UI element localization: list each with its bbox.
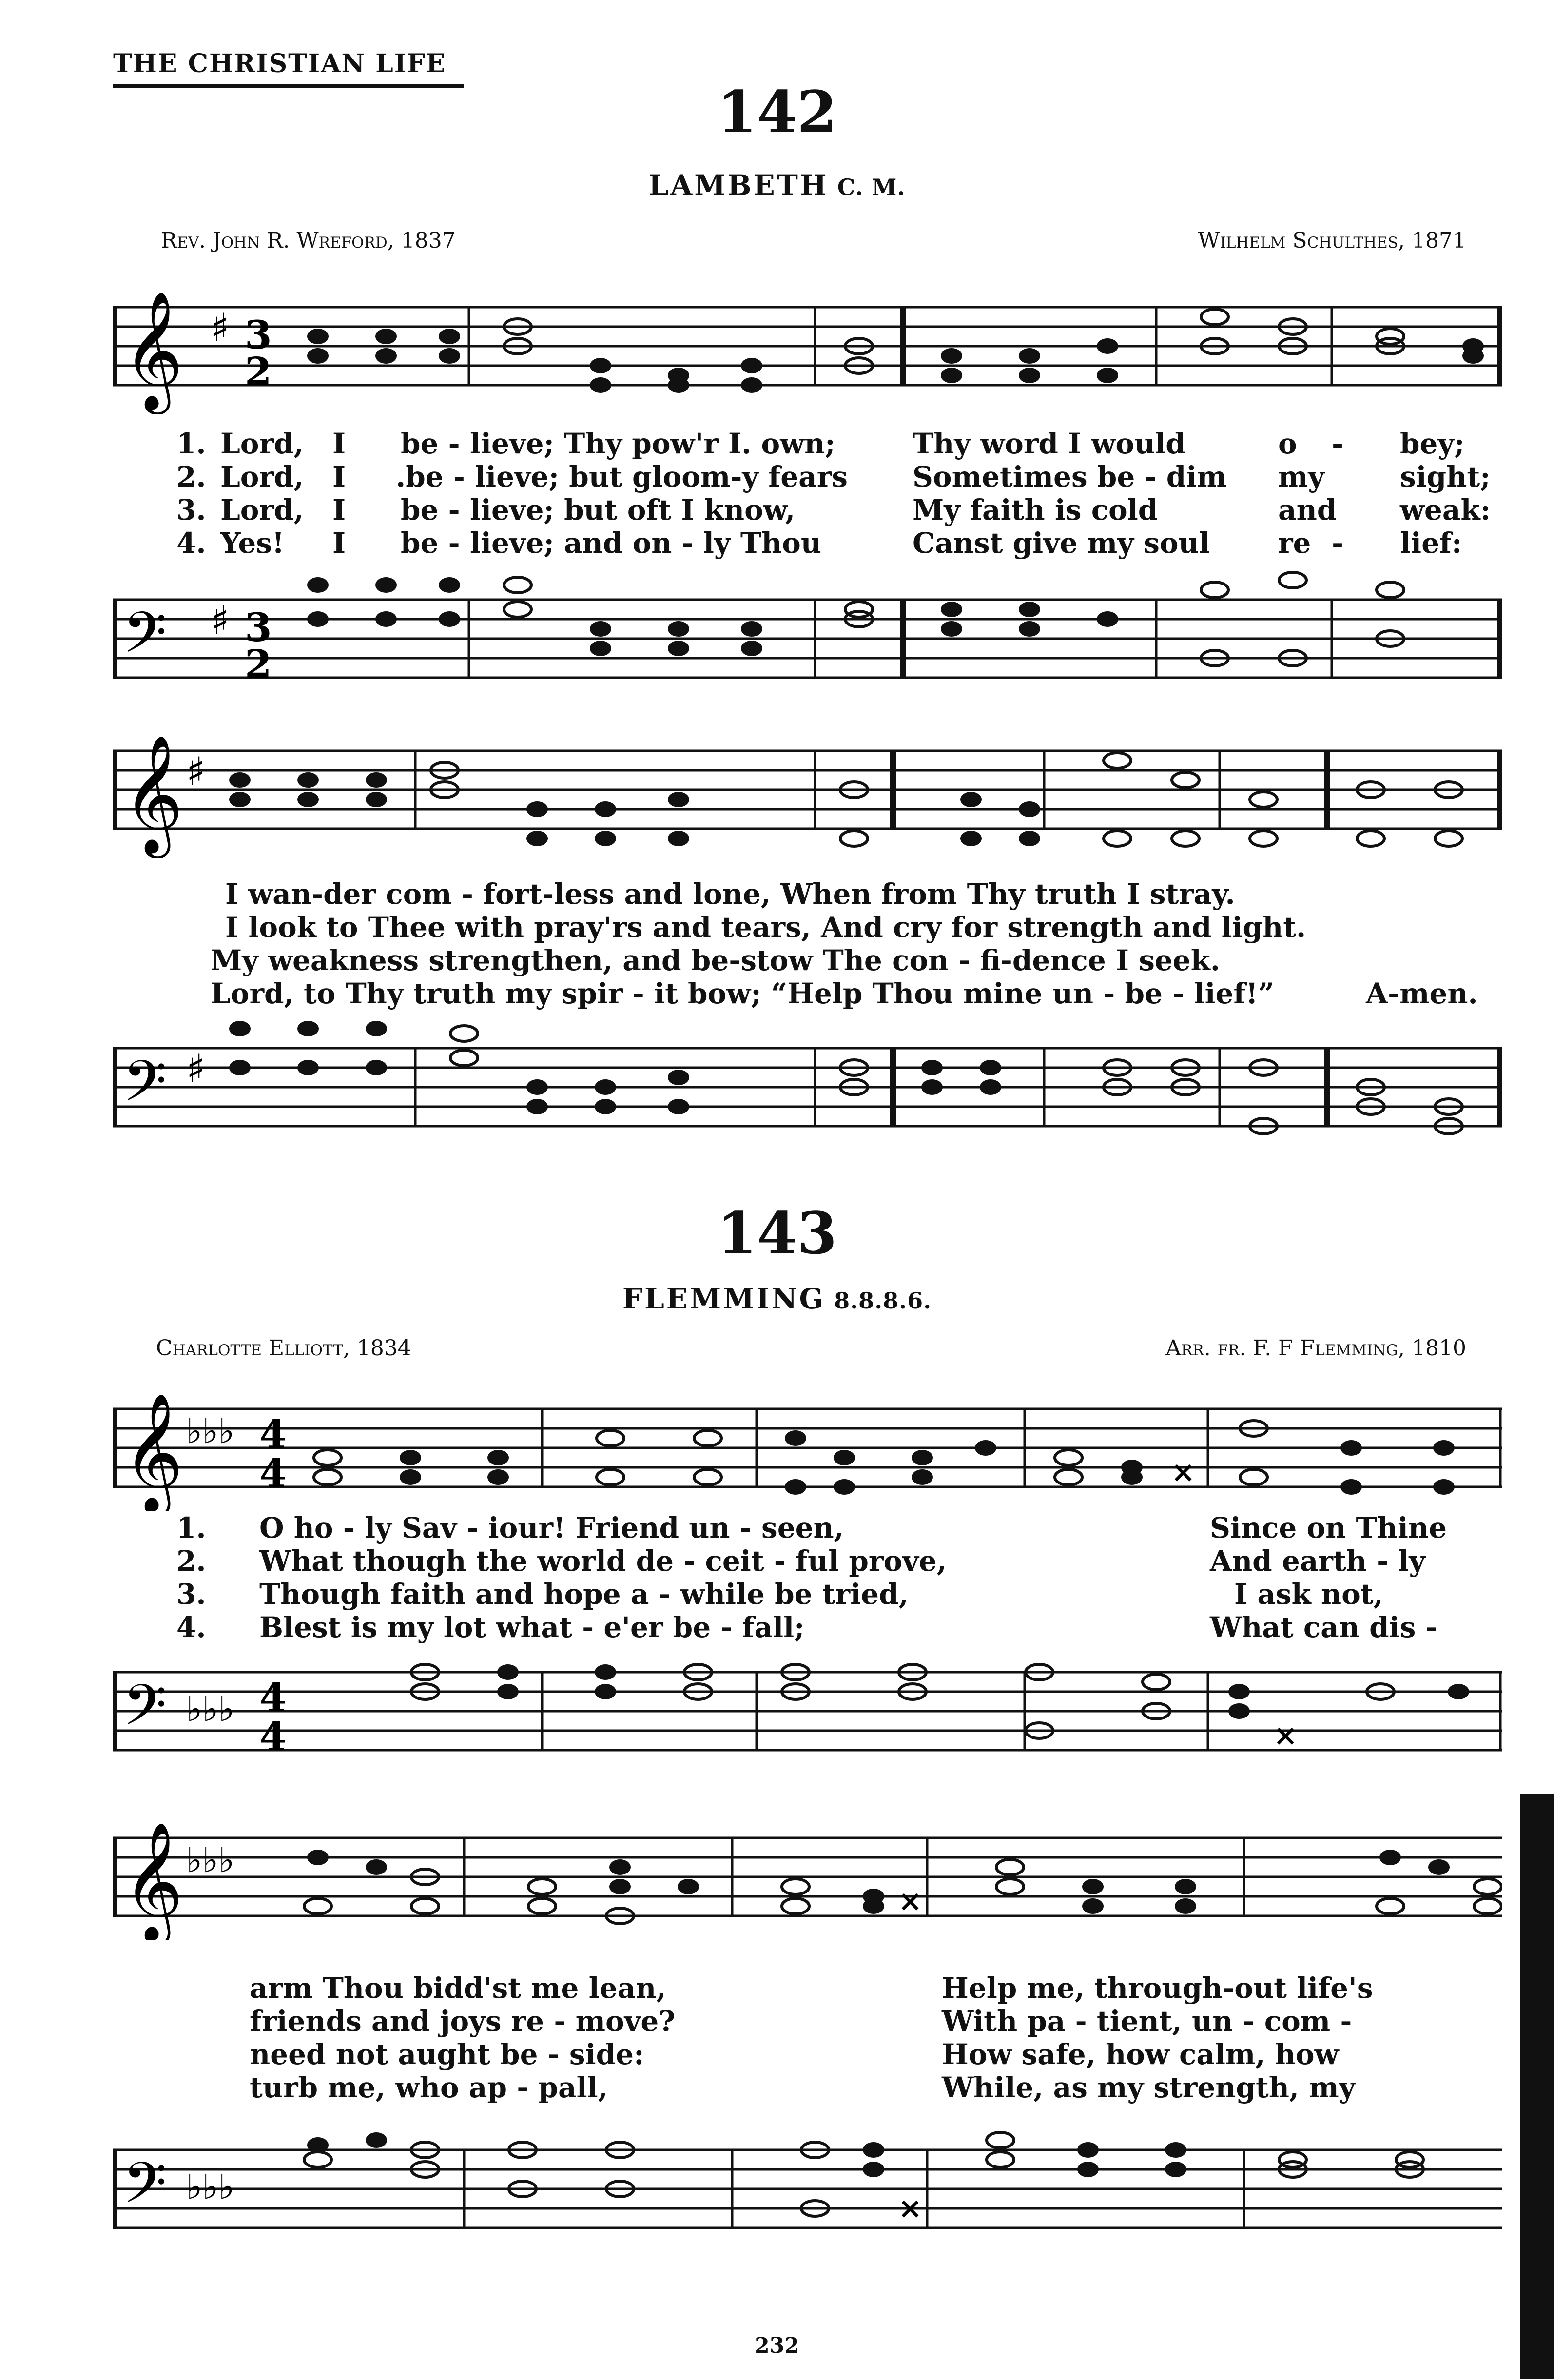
- tune-name: [0, 169, 1554, 202]
- bass-staff: [113, 1014, 1502, 1141]
- svg-text:𝄞: 𝄞: [123, 1392, 184, 1511]
- lyric-syllable: be - lieve; but oft I know,: [401, 493, 796, 527]
- svg-text:𝄢: 𝄢: [123, 1049, 167, 1128]
- svg-text:×: ×: [898, 2191, 923, 2225]
- lyric-line: I wan-der com - fort-less and lone, When from Thy truth I stray.: [225, 878, 1235, 911]
- author-credit: Rev. John R. Wreford, 1837: [161, 228, 456, 253]
- lyric-row: [113, 2038, 1502, 2071]
- composer-credit: Wilhelm Schulthes, 1871: [1198, 228, 1466, 253]
- lyric-syllable: need not aught be - side:: [250, 2038, 644, 2071]
- svg-text:𝄞: 𝄞: [123, 1821, 184, 1940]
- svg-text:3: 3: [245, 312, 272, 358]
- svg-text:♭♭♭: ♭♭♭: [186, 2166, 235, 2207]
- lyric-syllable: I: [332, 427, 346, 460]
- lyric-row: [113, 911, 1502, 944]
- tune-meter: C. M.: [837, 174, 906, 200]
- lyric-syllable: bey;: [1400, 427, 1465, 460]
- lyric-syllable: sight;: [1400, 460, 1491, 493]
- svg-text:♯: ♯: [211, 597, 230, 643]
- bass-staff: [113, 2111, 1502, 2238]
- lyric-row: [113, 2005, 1502, 2038]
- verse-number: 4.: [176, 527, 206, 560]
- verse-number: 1.: [176, 1511, 206, 1544]
- lyric-row: [113, 1511, 1502, 1544]
- svg-text:4: 4: [259, 1450, 287, 1496]
- lyric-row: [113, 878, 1502, 911]
- lyric-syllable: While, as my strength, my: [942, 2071, 1356, 2104]
- lyric-syllable: weak:: [1400, 493, 1491, 527]
- lyric-row: [113, 427, 1502, 460]
- svg-text:♯: ♯: [211, 305, 230, 351]
- lyric-row: [113, 1544, 1502, 1578]
- lyric-syllable: Thy word I would: [913, 427, 1185, 460]
- lyric-syllable: I: [332, 493, 346, 527]
- svg-text:×: ×: [898, 1884, 923, 1918]
- svg-text:×: ×: [1171, 1455, 1196, 1489]
- lyric-syllable: arm Thou bidd'st me lean,: [250, 1971, 666, 2005]
- lyric-line: I look to Thee with pray'rs and tears, And cry for strength and light.: [225, 911, 1306, 944]
- svg-text:♭♭♭: ♭♭♭: [186, 1411, 235, 1451]
- composer-credit: Arr. fr. F. F Flemming, 1810: [1166, 1336, 1466, 1361]
- tune-name: [0, 1282, 1554, 1315]
- lyric-row: [113, 460, 1502, 493]
- lyric-row: [113, 944, 1502, 977]
- author-credit: Charlotte Elliott, 1834: [156, 1336, 411, 1361]
- verse-number: 1.: [176, 427, 206, 460]
- svg-text:𝄞: 𝄞: [123, 290, 184, 410]
- verse-number: 3.: [176, 1578, 206, 1611]
- lyric-syllable: Help me, through-out life's: [942, 1971, 1373, 2005]
- svg-text:𝄞: 𝄞: [123, 734, 184, 853]
- tune-meter: 8.8.8.6.: [834, 1288, 932, 1314]
- lyric-row: [113, 493, 1502, 527]
- lyric-syllable: What though the world de - ceit - ful prove,: [259, 1544, 947, 1578]
- lyric-syllable: I: [332, 460, 346, 493]
- lyric-row: [113, 1971, 1502, 2005]
- verse-number: 3.: [176, 493, 206, 527]
- bass-staff: [113, 1648, 1502, 1765]
- tune-title: LAMBETH: [648, 169, 829, 202]
- lyric-syllable: Since on Thine: [1210, 1511, 1447, 1544]
- treble-staff: [113, 1814, 1502, 1940]
- lyric-row: [113, 1578, 1502, 1611]
- treble-staff: [113, 288, 1502, 414]
- svg-text:𝄢: 𝄢: [123, 2150, 167, 2230]
- lyric-row: [113, 527, 1502, 560]
- lyric-syllable: o: [1278, 427, 1297, 460]
- lyric-syllable: .be - lieve; but gloom-y fears: [396, 460, 848, 493]
- lyric-syllable: Yes!: [220, 527, 285, 560]
- svg-text:𝄢: 𝄢: [123, 1673, 167, 1752]
- page-edge-shadow: [1520, 1794, 1554, 2379]
- svg-text:♯: ♯: [186, 1046, 205, 1092]
- lyric-syllable: O ho - ly Sav - iour! Friend un - seen,: [259, 1511, 844, 1544]
- lyric-syllable: Lord,: [220, 460, 304, 493]
- lyric-syllable: -: [1332, 527, 1344, 560]
- svg-text:𝄢: 𝄢: [123, 600, 167, 680]
- treble-staff: [113, 731, 1502, 858]
- lyric-syllable: turb me, who ap - pall,: [250, 2071, 608, 2104]
- treble-staff: [113, 1385, 1502, 1511]
- lyric-syllable: And earth - ly: [1210, 1544, 1426, 1578]
- lyric-syllable: What can dis -: [1210, 1611, 1437, 1644]
- lyric-row: [113, 1611, 1502, 1644]
- lyric-line: My weakness strengthen, and be-stow The con - fi-dence I seek.: [211, 944, 1221, 977]
- svg-text:×: ×: [1273, 1718, 1298, 1753]
- lyric-syllable: How safe, how calm, how: [942, 2038, 1339, 2071]
- svg-text:3: 3: [245, 605, 272, 650]
- lyric-syllable: With pa - tient, un - com -: [942, 2005, 1352, 2038]
- bass-staff: [113, 566, 1502, 692]
- lyric-syllable: Blest is my lot what - e'er be - fall;: [259, 1611, 805, 1644]
- lyric-syllable: -: [1332, 427, 1344, 460]
- lyric-syllable: re: [1278, 527, 1311, 560]
- lyric-syllable: lief:: [1400, 527, 1462, 560]
- tune-title: FLEMMING: [622, 1282, 826, 1315]
- lyric-syllable: I: [332, 527, 346, 560]
- verse-number: 4.: [176, 1611, 206, 1644]
- lyric-line: Lord, to Thy truth my spir - it bow; “Help Thou mine un - be - lief!”: [211, 977, 1275, 1010]
- hymn-number: 142: [717, 78, 837, 146]
- lyric-syllable: be - lieve; Thy pow'r I. own;: [401, 427, 835, 460]
- svg-text:2: 2: [245, 349, 272, 394]
- lyric-syllable: my: [1278, 460, 1325, 493]
- svg-text:♯: ♯: [186, 748, 205, 794]
- lyric-row: [113, 2071, 1502, 2104]
- lyric-syllable: My faith is cold: [913, 493, 1158, 527]
- lyric-syllable: Canst give my soul: [913, 527, 1210, 560]
- svg-text:4: 4: [259, 1675, 287, 1720]
- lyric-syllable: and: [1278, 493, 1337, 527]
- section-label: THE CHRISTIAN LIFE: [113, 49, 447, 78]
- lyric-syllable: I ask not,: [1234, 1578, 1383, 1611]
- lyric-syllable: Though faith and hope a - while be tried,: [259, 1578, 909, 1611]
- verse-number: 2.: [176, 460, 206, 493]
- svg-text:♭♭♭: ♭♭♭: [186, 1840, 235, 1880]
- svg-text:2: 2: [245, 641, 272, 687]
- lyric-syllable: Lord,: [220, 493, 304, 527]
- svg-text:4: 4: [259, 1714, 287, 1759]
- lyric-row: [113, 977, 1502, 1010]
- hymn-number: 143: [717, 1199, 837, 1267]
- page-number: 232: [755, 2333, 799, 2358]
- lyric-syllable: Lord,: [220, 427, 304, 460]
- amen-label: A-men.: [1366, 977, 1478, 1010]
- lyric-syllable: Sometimes be - dim: [913, 460, 1227, 493]
- svg-text:♭♭♭: ♭♭♭: [186, 1689, 235, 1729]
- lyric-syllable: friends and joys re - move?: [250, 2005, 676, 2038]
- verse-number: 2.: [176, 1544, 206, 1578]
- svg-text:4: 4: [259, 1411, 287, 1457]
- lyric-syllable: be - lieve; and on - ly Thou: [401, 527, 822, 560]
